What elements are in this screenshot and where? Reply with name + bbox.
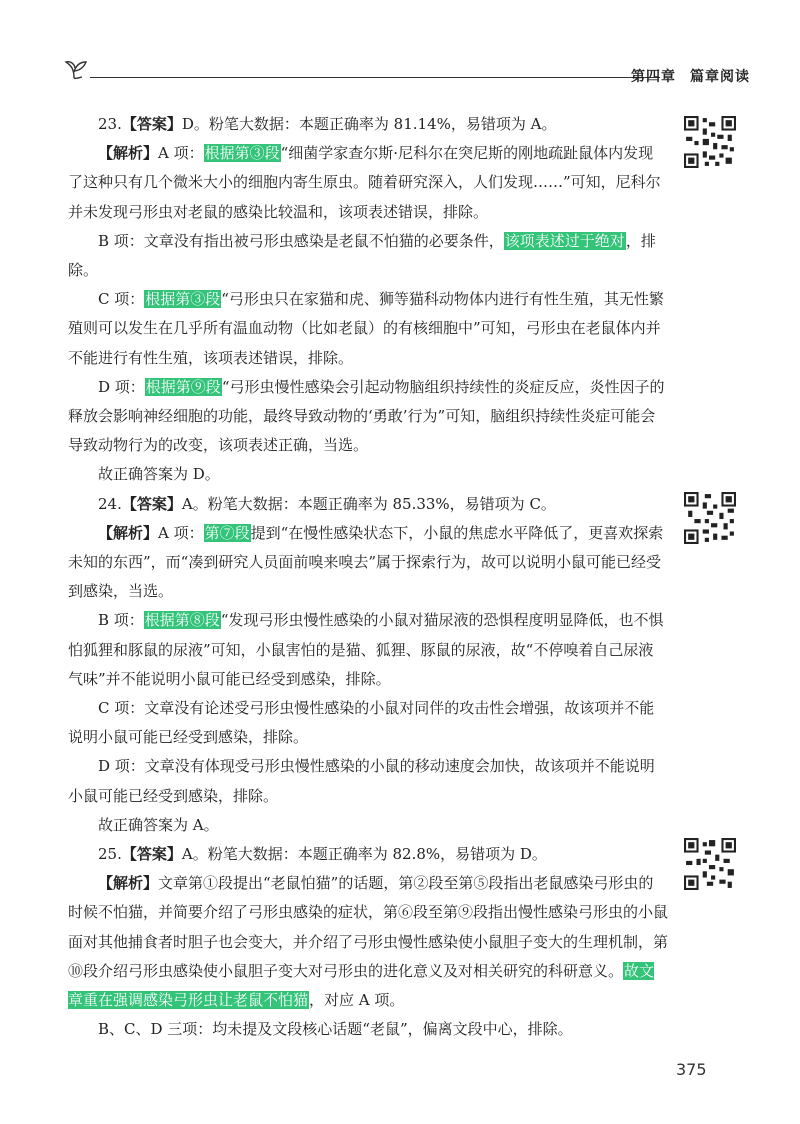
option-prefix: A 项： — [158, 523, 204, 542]
q24-conclusion: 故正确答案为 A。 — [98, 815, 219, 834]
analysis-label: 【解析】 — [98, 523, 159, 542]
qr-code-icon — [684, 492, 736, 544]
option-text: “细菌学家查尔斯·尼科尔在突尼斯的刚地疏趾鼠体内发现了这种只有几个微米大小的细胞内寄生原虫。随着研究深入，人们发现……”可知，尼科尔并未发现弓形虫对老鼠的感染比较温和，该项表述错误，排除。 — [68, 144, 661, 221]
option-text: “弓形虫只在家猫和虎、狮等猫科动物体内进行有性生殖，其无性繁殖则可以发生在几乎所有温血动物（比如老鼠）的有核细胞中”可知，弓形虫在老鼠体内并不能进行有性生殖，该项表述错误，排除。 — [68, 290, 664, 367]
option-text: “弓形虫慢性感染会引起动物脑组织持续性的炎症反应，炎性因子的释放会影响神经细胞的功能，最终导致动物的‘勇敢’行为”可知，脑组织持续性炎症可能会导致动物行为的改变，该项表述正确，当选。 — [68, 377, 665, 455]
option-text: B 项：文章没有指出被弓形虫感染是老鼠不怕猫的必要条件， — [98, 231, 504, 250]
q23-option-c — [68, 285, 668, 373]
answer-label: 【答案】 — [121, 845, 182, 864]
q24-option-c: C 项：文章没有论述受弓形虫慢性感染的小鼠对同伴的攻击性会增强，故该项并不能说明小鼠可能已经受到感染，排除。 — [68, 699, 655, 747]
analysis-text: ，对应 A 项。 — [309, 991, 405, 1010]
answer-summary: D。粉笔大数据：本题正确率为 81.14%，易错项为 A。 — [181, 115, 557, 133]
chapter-title — [617, 66, 750, 86]
page-number: 375 — [676, 1060, 707, 1079]
analysis-label: 【解析】 — [98, 144, 159, 163]
answer-explanations — [68, 110, 668, 1045]
answer-summary: A。粉笔大数据：本题正确率为 85.33%，易错项为 C。 — [181, 494, 556, 513]
header-rule — [90, 77, 660, 78]
sprout-icon — [60, 52, 90, 82]
option-prefix: D 项： — [98, 377, 145, 396]
option-text: ，排除。 — [68, 231, 656, 280]
highlight: 故文章重在强调感染弓形虫让老鼠不怕猫 — [68, 961, 655, 1010]
q23-answer-line — [68, 110, 668, 139]
option-text: 提到“在慢性感染状态下，小鼠的焦虑水平降低了，更喜欢探索未知的东西”，而“凑到研究人员面前嗅来嗅去”属于探索行为，故可以说明小鼠可能已经受到感染，当选。 — [68, 523, 664, 601]
highlight: 根据第⑨段 — [145, 377, 221, 396]
question-number: 24. — [98, 494, 122, 513]
q23-conclusion: 故正确答案为 D。 — [98, 465, 220, 484]
question-number: 23. — [98, 115, 122, 133]
highlight: 根据第③段 — [204, 144, 280, 163]
page-header — [60, 52, 750, 92]
question-number: 25. — [98, 845, 122, 864]
q23-option-a — [68, 139, 668, 227]
highlight: 根据第③段 — [145, 290, 221, 309]
q25-options-bcd: B、C、D 三项：均未提及文段核心话题“老鼠”，偏离文段中心，排除。 — [98, 1020, 573, 1039]
analysis-text: 文章第①段提出“老鼠怕猫”的话题，第②段至第⑤段指出老鼠感染弓形虫的时候不怕猫，并简要介绍了弓形虫感染的症状，第⑥段至第⑨段指出慢性感染弓形虫的小鼠面对其他捕食者时胆子也会变大，并介绍了弓形虫慢性感染使小鼠胆子变大的生理机制，第⑩段介绍弓形虫感染使小鼠胆子变大对弓形虫的进化意义及对相关研究的科研意义。 — [68, 874, 669, 980]
option-prefix: A 项： — [158, 144, 204, 163]
highlight: 该项表述过于绝对 — [504, 231, 625, 250]
highlight: 根据第⑧段 — [144, 611, 220, 630]
q25-answer-line — [68, 840, 668, 869]
section-label: 篇章阅读 — [690, 69, 750, 85]
q23-option-b — [68, 227, 668, 285]
answer-label: 【答案】 — [121, 115, 182, 133]
q24-option-a — [68, 519, 668, 607]
q24-option-b — [68, 606, 668, 694]
highlight: 第⑦段 — [204, 523, 250, 542]
q24-answer-line — [68, 490, 668, 519]
answer-summary: A。粉笔大数据：本题正确率为 82.8%，易错项为 D。 — [181, 845, 547, 864]
q23-option-d — [68, 373, 668, 461]
option-text: “发现弓形虫慢性感染的小鼠对猫尿液的恐惧程度明显降低，也不惧怕狐狸和豚鼠的尿液”可知，小鼠害怕的是猫、狐狸、豚鼠的尿液，故“不停嗅着自己尿液气味”并不能说明小鼠可能已经受到感染，排除。 — [68, 611, 664, 688]
q25-analysis — [68, 869, 668, 1015]
option-prefix: B 项： — [98, 611, 144, 630]
q24-option-d: D 项：文章没有体现受弓形虫慢性感染的小鼠的移动速度会加快，故该项并不能说明小鼠可能已经受到感染，排除。 — [68, 757, 655, 805]
qr-code-icon — [684, 116, 736, 168]
option-prefix: C 项： — [98, 290, 145, 309]
answer-label: 【答案】 — [121, 494, 182, 513]
analysis-label: 【解析】 — [98, 874, 159, 893]
qr-code-icon — [684, 838, 736, 890]
chapter-label: 第四章 — [631, 69, 676, 85]
